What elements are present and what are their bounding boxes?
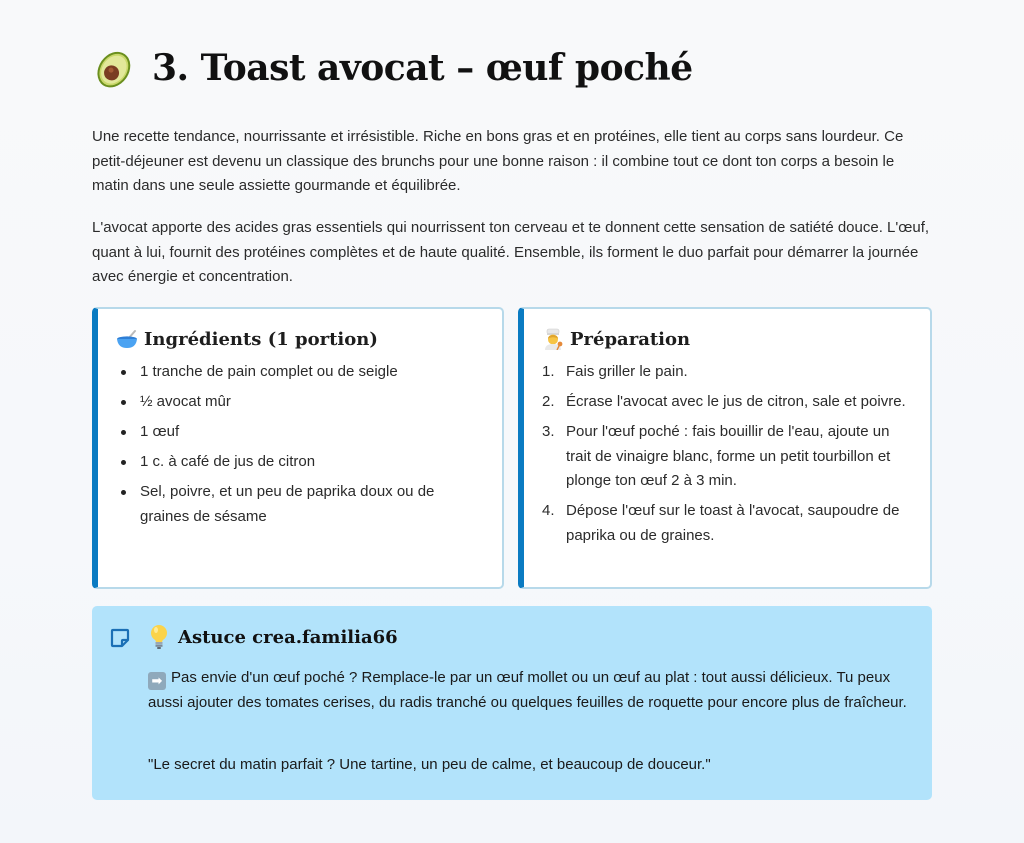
preparation-steps bbox=[542, 360, 912, 548]
step-text: Écrase l'avocat avec le jus de citron, sale et poivre. bbox=[566, 393, 906, 410]
tip-header bbox=[148, 622, 398, 652]
preparation-title: Préparation bbox=[570, 328, 691, 350]
list-item: 1 œuf bbox=[116, 420, 484, 445]
tip-title: Astuce crea.familia66 bbox=[178, 626, 398, 648]
preparation-card bbox=[518, 307, 932, 589]
ingredients-card bbox=[92, 307, 504, 589]
tip-quote: "Le secret du matin parfait ? Une tartine, un peu de calme, et beaucoup de douceur." bbox=[148, 756, 711, 773]
step-item bbox=[542, 420, 912, 494]
ingredients-list bbox=[116, 360, 484, 529]
step-text: Pour l'œuf poché : fais bouillir de l'eau, ajoute un trait de vinaigre blanc, forme un petit tourbillon et plonge ton œuf 2 à 3 min. bbox=[566, 423, 891, 489]
step-text: Fais griller le pain. bbox=[566, 363, 688, 380]
tip-text: Pas envie d'un œuf poché ? Remplace-le par un œuf mollet ou un œuf au plat : tout aussi délicieux. Tu peux aussi ajouter des tomates cerises, du radis tranché ou quelques feuilles de roquette pour encore plus de fraîcheur. bbox=[148, 669, 907, 711]
intro-paragraph: Une recette tendance, nourrissante et irrésistible. Riche en bons gras et en protéines, elle tient au corps sans lourdeur. Ce petit-déjeuner est devenu un classique des brunchs pour une bonne raison : il combine tout ce dont ton corps a besoin le matin dans une seule assiette gourmande et équilibrée. bbox=[92, 128, 904, 194]
ingredients-title: Ingrédients (1 portion) bbox=[144, 328, 378, 350]
list-item: Sel, poivre, et un peu de paprika doux ou de graines de sésame bbox=[116, 480, 484, 529]
step-item bbox=[542, 390, 912, 415]
step-item bbox=[542, 499, 912, 548]
recipe-title: 3. Toast avocat – œuf poché bbox=[152, 47, 693, 89]
light-bulb-icon bbox=[148, 624, 170, 650]
step-number: 4. bbox=[542, 502, 555, 519]
step-number: 1. bbox=[542, 363, 555, 380]
page-title bbox=[92, 40, 693, 96]
avocado-icon bbox=[92, 45, 138, 91]
step-number: 3. bbox=[542, 423, 555, 440]
intro-paragraph: L'avocat apporte des acides gras essentiels qui nourrissent ton cerveau et te donnent cette sensation de satiété douce. L'œuf, quant à lui, fournit des protéines complètes et de haute qualité. Ensemble, ils forment le duo parfait pour démarrer la journée avec énergie et concentration. bbox=[92, 219, 930, 285]
list-item: 1 c. à café de jus de citron bbox=[116, 450, 484, 475]
right-arrow-icon: ➡ bbox=[148, 672, 166, 690]
preparation-header bbox=[542, 324, 912, 354]
step-item bbox=[542, 360, 912, 385]
ingredients-header bbox=[116, 324, 484, 354]
bowl-icon bbox=[116, 328, 138, 350]
sticky-note-icon bbox=[110, 628, 130, 648]
list-item: 1 tranche de pain complet ou de seigle bbox=[116, 360, 484, 385]
tip-body bbox=[148, 666, 918, 715]
list-item: ½ avocat mûr bbox=[116, 390, 484, 415]
step-text: Dépose l'œuf sur le toast à l'avocat, saupoudre de paprika ou de graines. bbox=[566, 502, 900, 544]
step-number: 2. bbox=[542, 393, 555, 410]
woman-cook-icon bbox=[542, 328, 564, 350]
